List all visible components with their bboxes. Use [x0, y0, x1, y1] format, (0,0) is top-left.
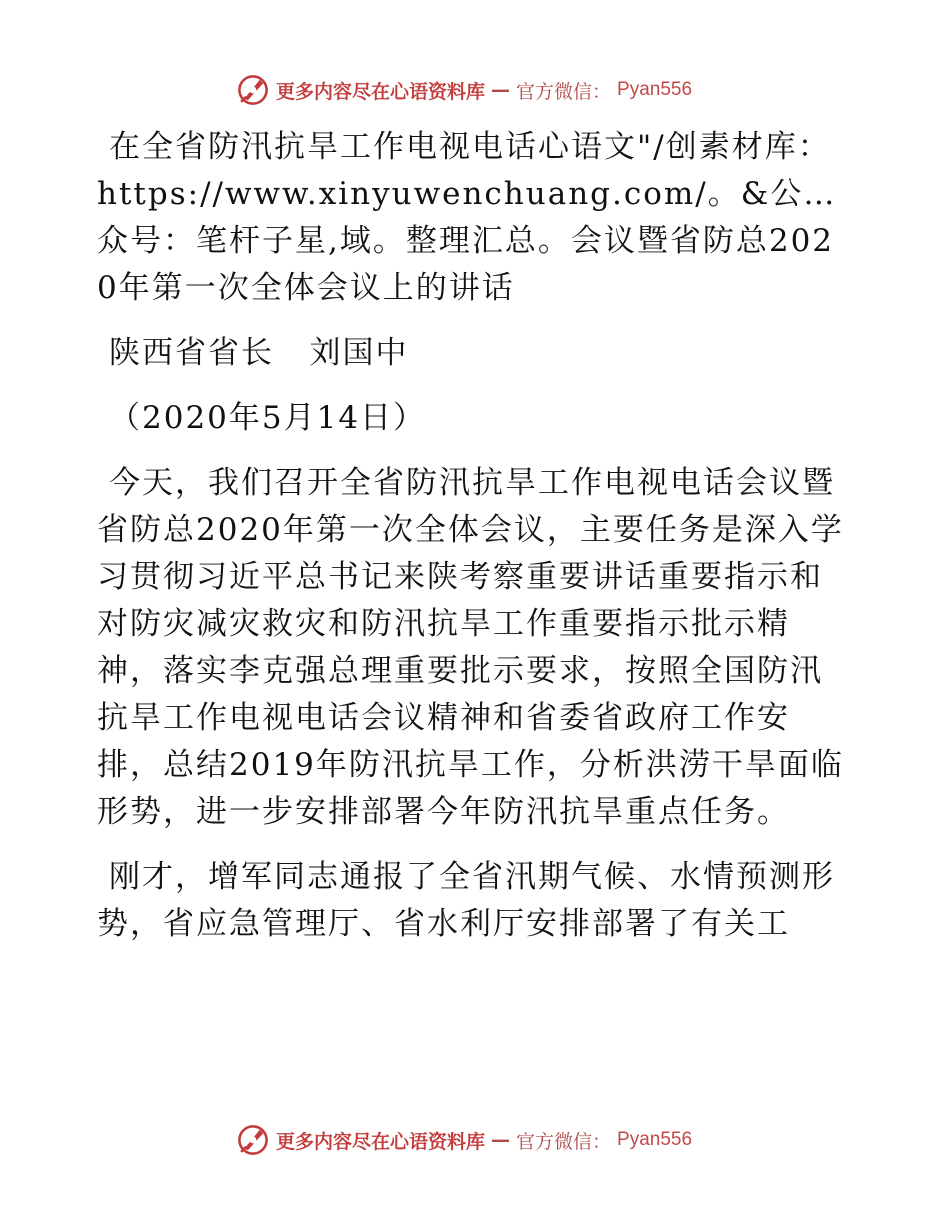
body-paragraph-1: 今天，我们召开全省防汛抗旱工作电视电话会议暨省防总2020年第一次全体会议，主要任务是深入学习贯彻习近平总书记来陕考察重要讲话重要指示和对防灾减灾救灾和防汛抗旱工作重要指示批示精神，落实李克强总理重要批示要求，按照全国防汛抗旱工作电视电话会议精神和省委省政府工作安排，总结2019年防汛抗旱工作，分析洪涝干旱面临形势，进一步安排部署今年防汛抗旱重点任务。	[97, 465, 844, 830]
document-body	[97, 124, 852, 966]
watermark-sub-text: 官方微信：	[516, 80, 612, 103]
date-line: （2020年5月14日）	[109, 400, 427, 436]
watermark-sub-text: 官方微信：	[516, 1130, 612, 1153]
quill-pen-circle-logo-icon	[236, 1123, 270, 1157]
document-title: 在全省防汛抗旱工作电视电话心语文"/创素材库：https://www.xinyuwenchuang.com/。&公…众号：笔杆子星,域。整理汇总。会议暨省防总2020年第一次全体会议上的讲话	[97, 129, 837, 306]
watermark-banner-top	[236, 72, 692, 108]
watermark-banner-bottom	[236, 1122, 692, 1158]
watermark-main-text: 更多内容尽在心语资料库	[276, 1130, 486, 1153]
speaker-line: 陕西省省长 刘国中	[109, 335, 409, 371]
watermark-dash: —	[491, 79, 511, 101]
body-paragraph-2: 刚才，增军同志通报了全省汛期气候、水情预测形势，省应急管理厅、省水利厅安排部署了有关工	[97, 859, 835, 942]
watermark-dash: —	[491, 1129, 511, 1151]
quill-pen-circle-logo-icon	[236, 73, 270, 107]
watermark-wechat-id: Pyan556	[617, 79, 693, 100]
watermark-main-text: 更多内容尽在心语资料库	[276, 80, 486, 103]
watermark-wechat-id: Pyan556	[617, 1129, 693, 1150]
